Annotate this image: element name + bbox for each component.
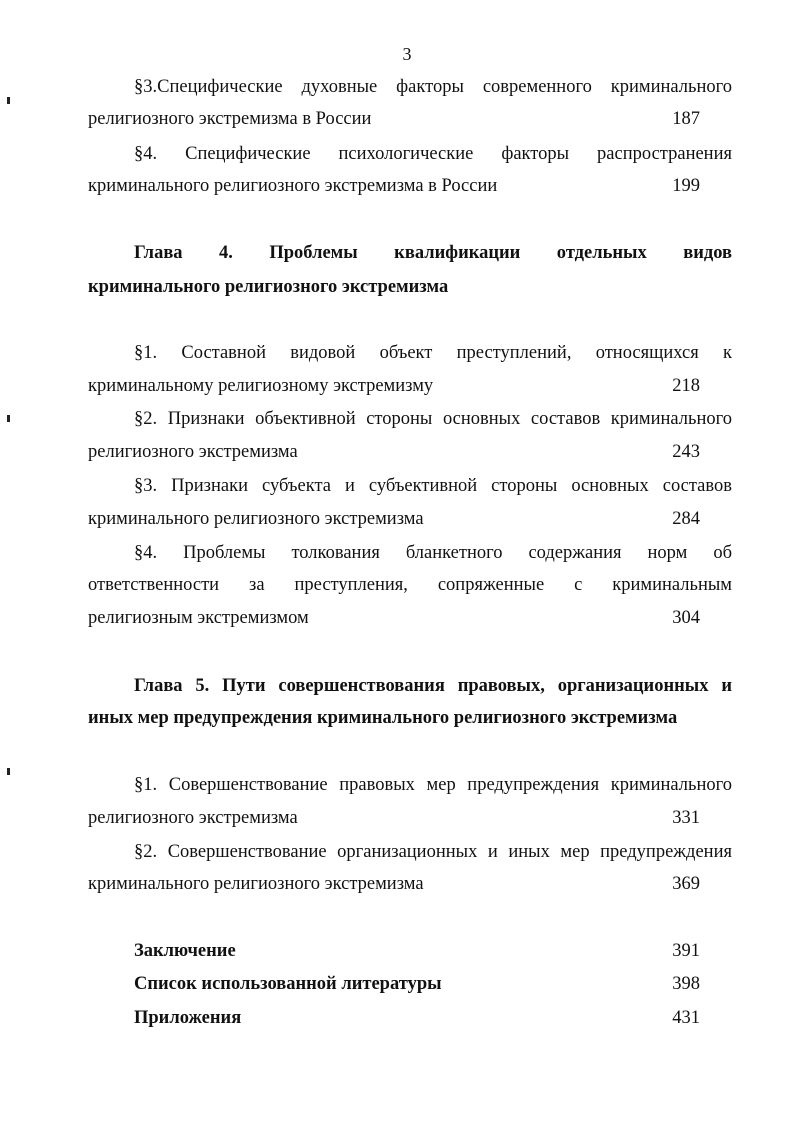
toc-c4-s2-line1: §2. Признаки объективной стороны основных составов криминального [134, 409, 732, 429]
toc-appendices-label: Приложения [134, 1008, 242, 1028]
toc-s3-ch3-line2: религиозного экстремизма в России [88, 109, 372, 129]
toc-c4-s4-line3: религиозным экстремизмом [88, 608, 309, 628]
chapter-5-title-line1: Глава 5. Пути совершенствования правовых, организационных и [134, 676, 732, 696]
toc-c4-s1-page: 218 [672, 376, 700, 396]
toc-s3-ch3-line1: §3.Специфические духовные факторы современного криминального [134, 77, 732, 97]
toc-c5-s2-line1: §2. Совершенствование организационных и иных мер предупреждения [134, 842, 732, 862]
toc-references-label: Список использованной литературы [134, 974, 442, 994]
toc-s3-ch3-page: 187 [672, 109, 700, 129]
toc-s4-ch3-line2: криминального религиозного экстремизма в России [88, 176, 498, 196]
chapter-4-title-line2: криминального религиозного экстремизма [88, 277, 449, 297]
chapter-5-title-line2: иных мер предупреждения криминального религиозного экстремизма [88, 708, 678, 728]
toc-references-page: 398 [672, 974, 700, 994]
toc-c5-s1-line2: религиозного экстремизма [88, 808, 298, 828]
toc-c4-s3-page: 284 [672, 509, 700, 529]
toc-c4-s4-line2: ответственности за преступления, сопряженные с криминальным [88, 575, 732, 595]
toc-c4-s3-line2: криминального религиозного экстремизма [88, 509, 424, 529]
toc-c4-s2-page: 243 [672, 442, 700, 462]
toc-c4-s2-line2: религиозного экстремизма [88, 442, 298, 462]
scan-margin-mark [7, 415, 10, 422]
toc-conclusion-page: 391 [672, 941, 700, 961]
chapter-4-title-line1: Глава 4. Проблемы квалификации отдельных видов [134, 243, 732, 263]
toc-c5-s1-page: 331 [672, 808, 700, 828]
toc-c4-s1-line2: криминальному религиозному экстремизму [88, 376, 434, 396]
page-number: 3 [402, 44, 412, 64]
toc-c4-s3-line1: §3. Признаки субъекта и субъективной стороны основных составов [134, 476, 732, 496]
toc-c5-s1-line1: §1. Совершенствование правовых мер предупреждения криминального [134, 775, 732, 795]
toc-s4-ch3-page: 199 [672, 176, 700, 196]
toc-c5-s2-page: 369 [672, 874, 700, 894]
toc-c4-s4-line1: §4. Проблемы толкования бланкетного содержания норм об [134, 543, 732, 563]
toc-c4-s4-page: 304 [672, 608, 700, 628]
scan-margin-mark [7, 97, 10, 104]
toc-conclusion-label: Заключение [134, 941, 236, 961]
scan-margin-mark [7, 768, 10, 775]
toc-c4-s1-line1: §1. Составной видовой объект преступлений, относящихся к [134, 343, 732, 363]
toc-s4-ch3-line1: §4. Специфические психологические факторы распространения [134, 144, 732, 164]
toc-c5-s2-line2: криминального религиозного экстремизма [88, 874, 424, 894]
toc-appendices-page: 431 [672, 1008, 700, 1028]
